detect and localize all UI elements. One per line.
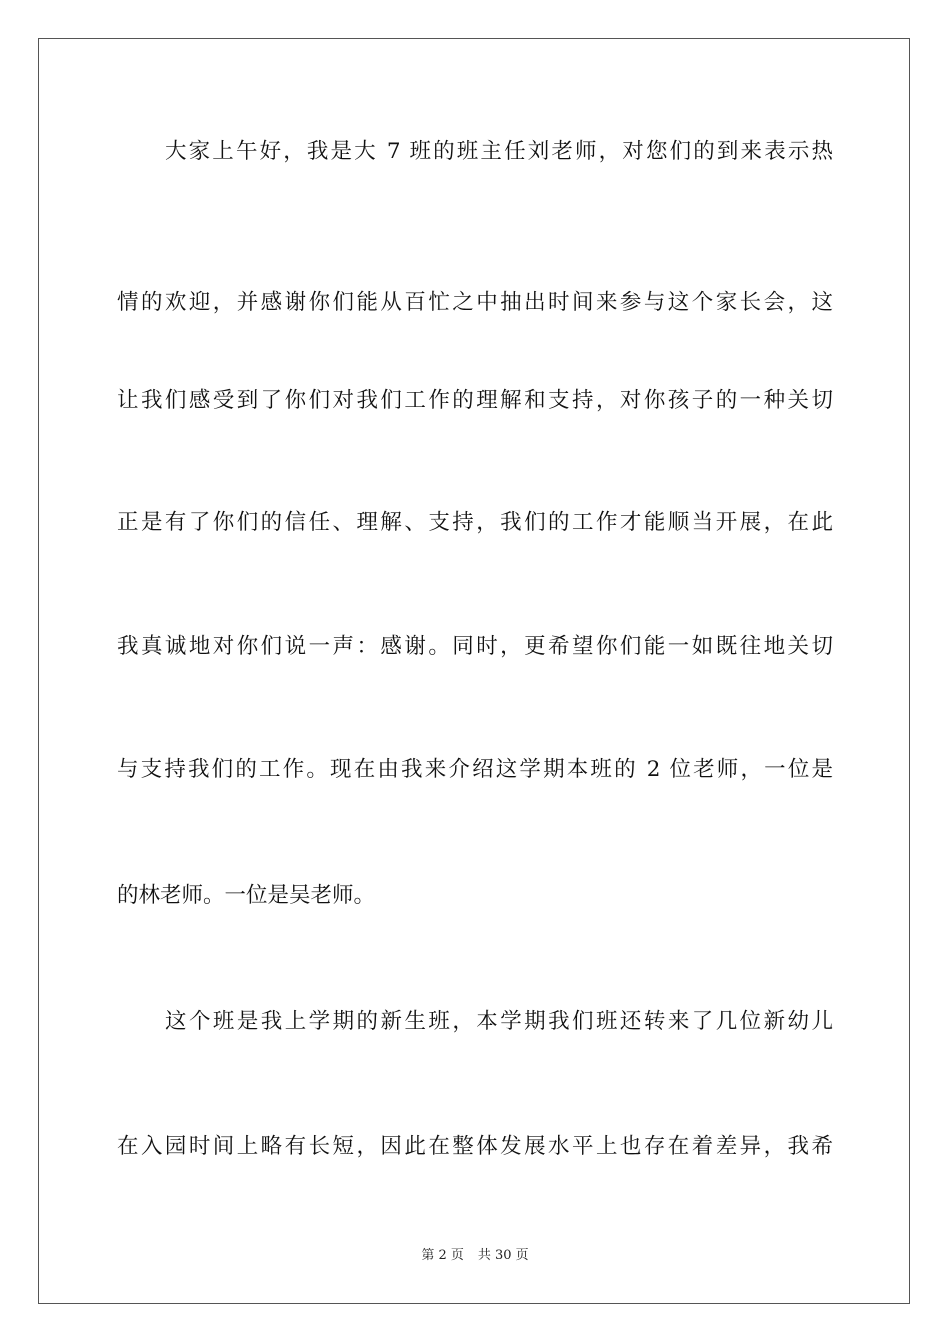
page-border bbox=[38, 38, 910, 1304]
paragraph-1-line-7: 的林老师。一位是吴老师。 bbox=[117, 883, 376, 908]
page-number: 第 2 页 bbox=[421, 1248, 464, 1263]
paragraph-1-line-4: 正是有了你们的信任、理解、支持，我们的工作才能顺当开展，在此 bbox=[117, 510, 833, 535]
page-footer bbox=[0, 1247, 950, 1265]
total-pages: 共 30 页 bbox=[477, 1248, 529, 1263]
paragraph-1-line-2: 情的欢迎，并感谢你们能从百忙之中抽出时间来参与这个家长会，这 bbox=[117, 290, 833, 315]
paragraph-1-line-3: 让我们感受到了你们对我们工作的理解和支持，对你孩子的一种关切 bbox=[117, 388, 833, 413]
paragraph-2-line-1: 这个班是我上学期的新生班，本学期我们班还转来了几位新幼儿 bbox=[165, 1009, 833, 1034]
paragraph-1-line-6: 与支持我们的工作。现在由我来介绍这学期本班的 2 位老师，一位是 bbox=[117, 757, 833, 782]
paragraph-1-line-1: 大家上午好，我是大 7 班的班主任刘老师，对您们的到来表示热 bbox=[165, 139, 833, 164]
paragraph-1-line-5: 我真诚地对你们说一声：感谢。同时，更希望你们能一如既往地关切 bbox=[117, 634, 833, 659]
paragraph-2-line-2: 在入园时间上略有长短，因此在整体发展水平上也存在着差异，我希 bbox=[117, 1134, 833, 1159]
